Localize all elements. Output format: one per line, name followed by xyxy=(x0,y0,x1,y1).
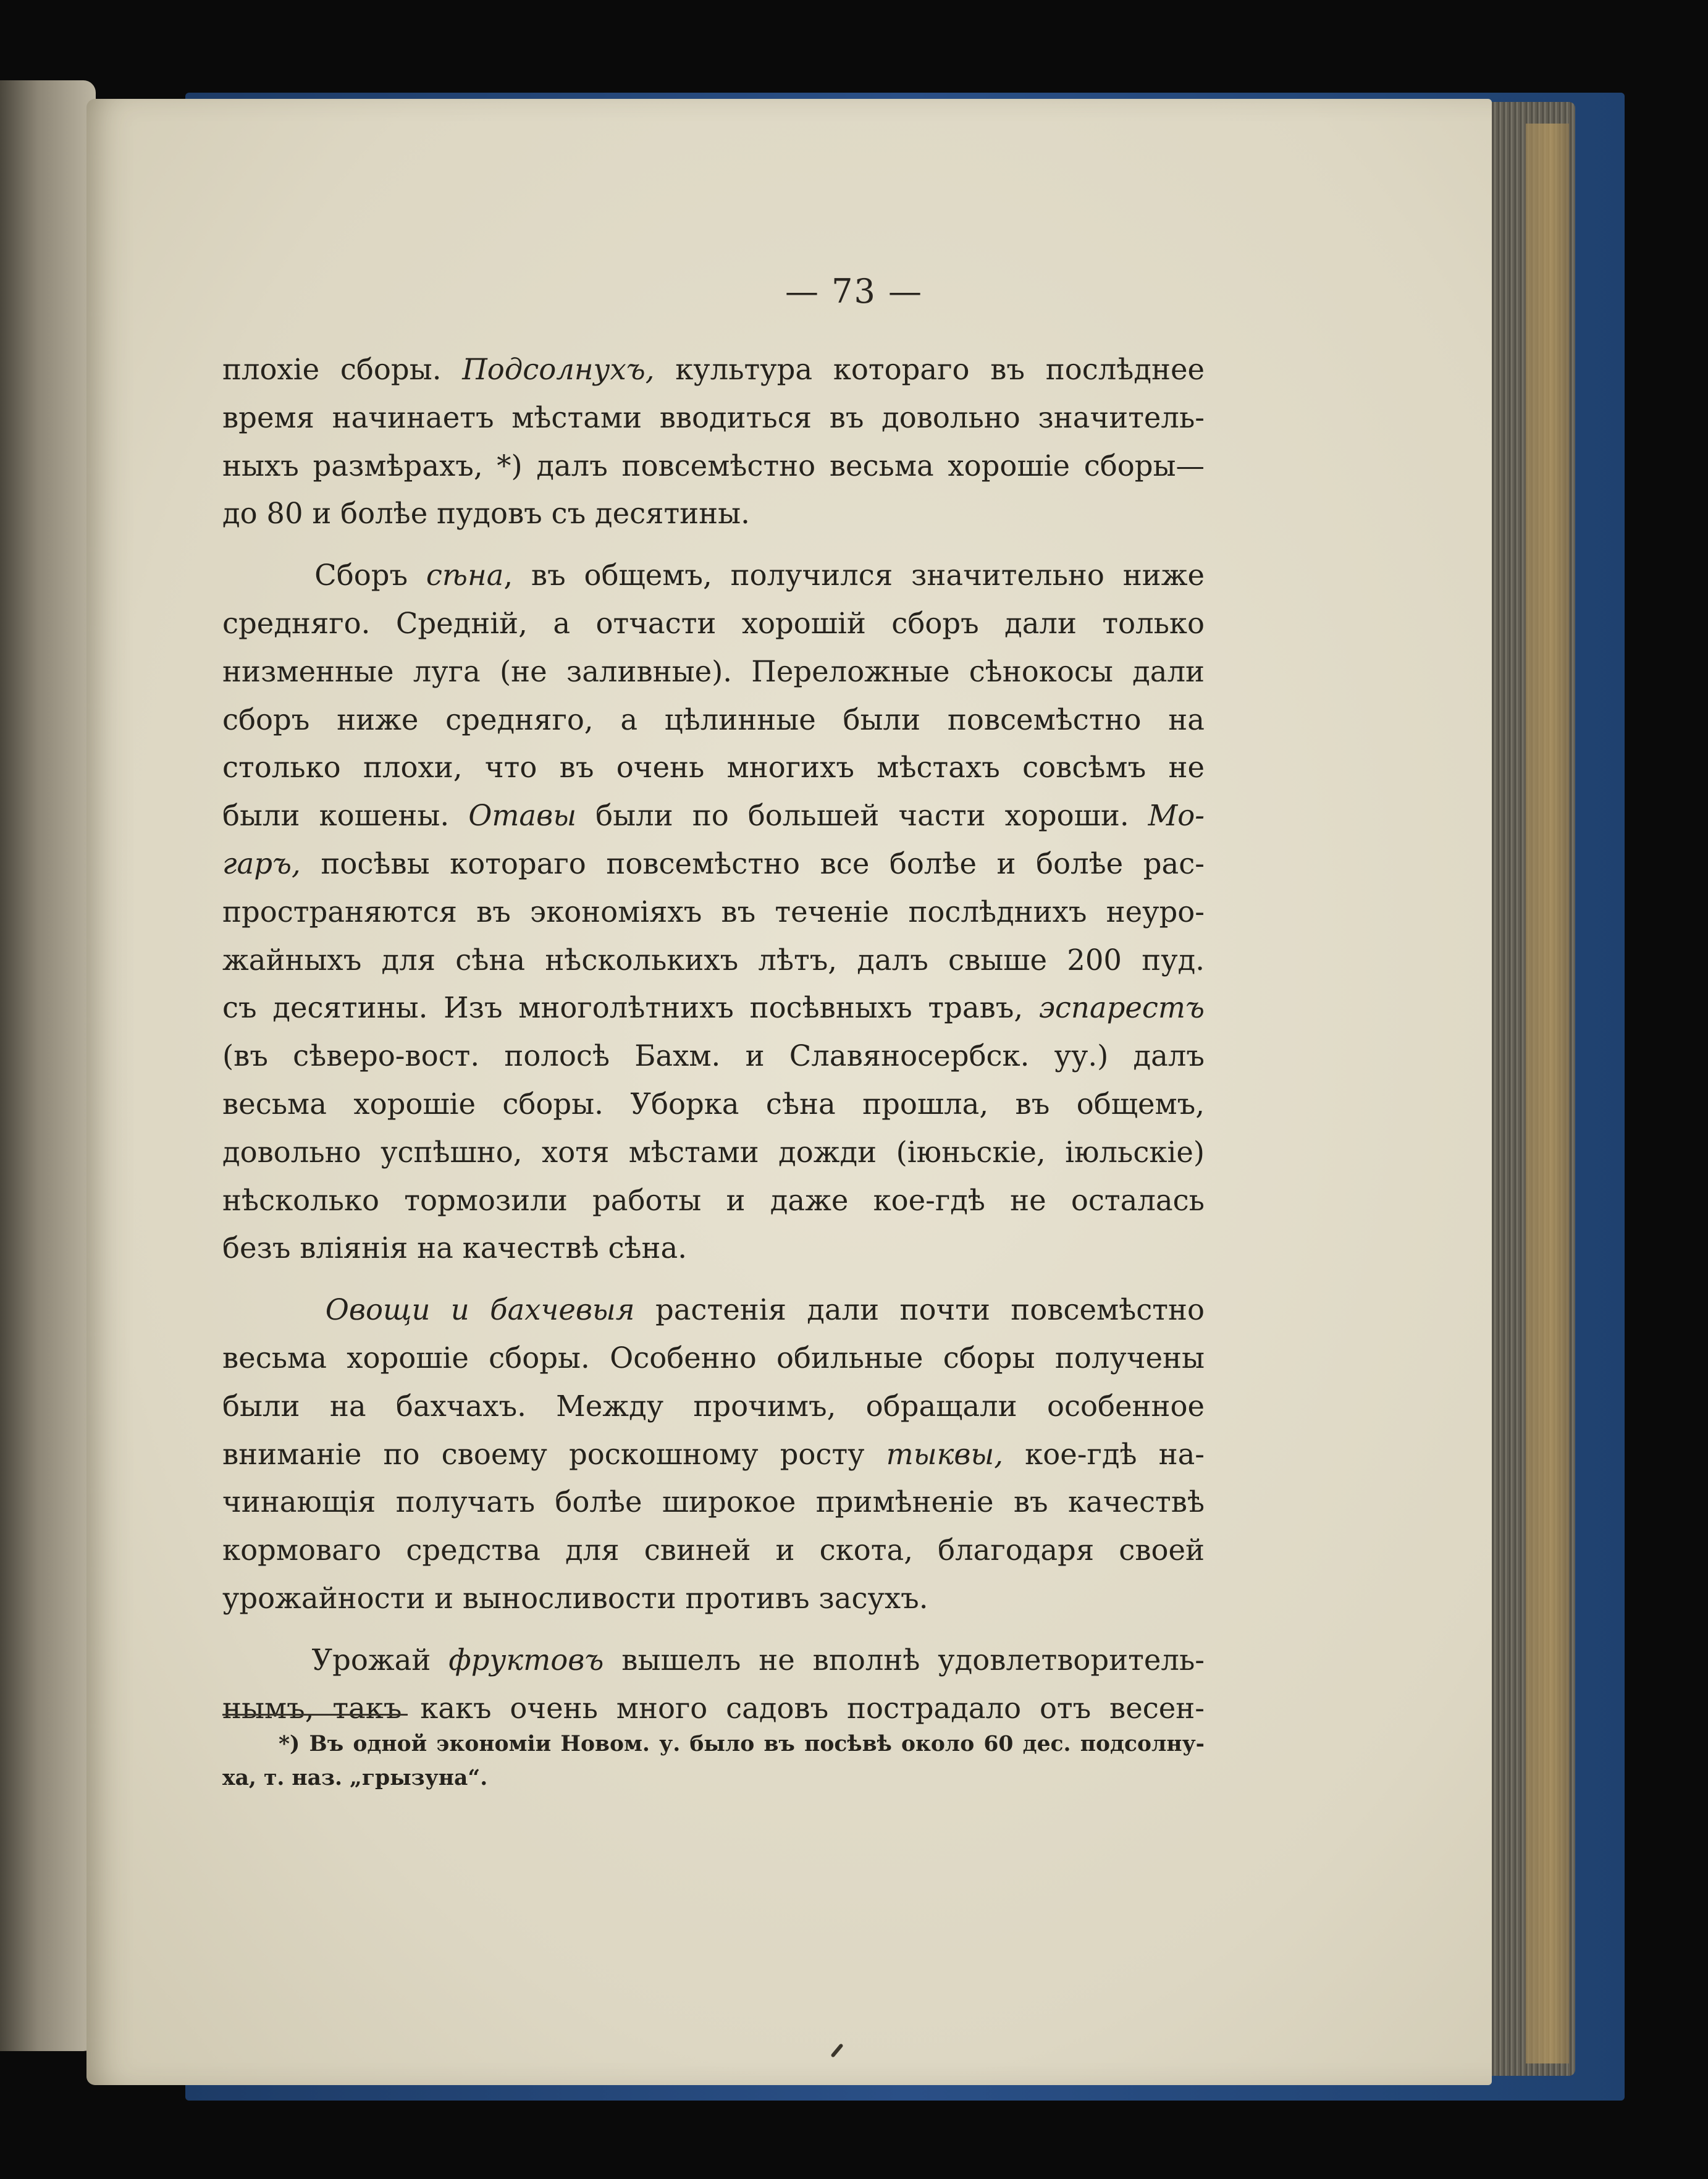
text-run: столько плохи, что въ очень многихъ мѣстахъ совсѣмъ не xyxy=(222,751,1205,785)
text-run: растенія дали почти повсемѣстно xyxy=(634,1293,1205,1327)
text-run: чинающія получать болѣе широкое примѣненіе въ качествѣ xyxy=(222,1485,1205,1519)
text-line xyxy=(222,442,1205,491)
italic-term: Отавы xyxy=(468,799,577,833)
footnote-line: *) Въ одной экономіи Новом. у. было въ посѣвѣ около 60 дес. подсолну- xyxy=(222,1732,1205,1756)
text-run: Сборъ xyxy=(222,558,426,592)
text-line xyxy=(222,1478,1205,1527)
text-run: нымъ, такъ какъ очень много садовъ пострадало отъ весен- xyxy=(222,1691,1205,1725)
text-run: довольно успѣшно, хотя мѣстами дожди (іюньскіе, іюльскіе) xyxy=(222,1135,1205,1169)
text-line xyxy=(222,1286,1205,1334)
footnote-separator xyxy=(222,1714,408,1716)
text-line xyxy=(222,1177,1205,1225)
text-line xyxy=(222,792,1205,840)
page-number: — 73 — xyxy=(785,272,923,311)
text-run: весьма хорошіе сборы. Особенно обильные сборы получены xyxy=(222,1341,1205,1375)
footnote-line: ха, т. наз. „грызуна“. xyxy=(222,1766,488,1790)
text-run: урожайности и выносливости противъ засухъ. xyxy=(222,1581,928,1615)
text-run: вниманіе по своему роскошному росту xyxy=(222,1437,886,1471)
italic-term: эспарестъ xyxy=(1038,991,1205,1025)
text-run xyxy=(222,1293,326,1326)
text-run: плохіе сборы. xyxy=(222,353,463,386)
text-line xyxy=(222,394,1205,442)
footnote xyxy=(222,1727,1205,1795)
italic-term: гаръ, xyxy=(222,846,301,880)
text-run: культура котораго въ послѣднее xyxy=(654,353,1205,386)
text-run: кое-гдѣ на- xyxy=(1003,1437,1205,1471)
page-body-text xyxy=(222,346,1205,1732)
text-line xyxy=(222,600,1205,648)
text-run: были на бахчахъ. Между прочимъ, обращали особенное xyxy=(222,1389,1205,1423)
text-line xyxy=(222,552,1205,600)
italic-term: Мо- xyxy=(1148,799,1205,833)
text-line xyxy=(222,346,1205,394)
text-line xyxy=(222,1081,1205,1129)
text-line xyxy=(222,744,1205,792)
text-line xyxy=(222,937,1205,985)
text-line xyxy=(222,1431,1205,1479)
text-line xyxy=(222,840,1205,888)
text-run: (въ сѣверо-вост. полосѣ Бахм. и Славяносербск. уу.) далъ xyxy=(222,1039,1205,1073)
text-run: нѣсколько тормозили работы и даже кое-гдѣ не осталась xyxy=(222,1183,1205,1217)
text-line xyxy=(222,1575,1205,1623)
italic-term: тыквы, xyxy=(886,1437,1004,1471)
text-run: были кошены. xyxy=(222,799,469,833)
text-run: ныхъ размѣрахъ, *) далъ повсемѣстно весьма хорошіе сборы— xyxy=(222,449,1205,483)
text-line xyxy=(222,490,1205,538)
text-run: вышелъ не вполнѣ удовлетворитель- xyxy=(604,1643,1205,1677)
text-line xyxy=(222,1129,1205,1177)
text-line xyxy=(222,1383,1205,1431)
text-line xyxy=(222,1334,1205,1383)
text-line xyxy=(222,648,1205,696)
text-line xyxy=(222,1685,1205,1733)
text-run: съ десятины. Изъ многолѣтнихъ посѣвныхъ травъ, xyxy=(222,991,1039,1025)
text-run: , въ общемъ, получился значительно ниже xyxy=(503,558,1205,592)
text-run: весьма хорошіе сборы. Уборка сѣна прошла, въ общемъ, xyxy=(222,1087,1205,1121)
text-run: пространяются въ экономіяхъ въ теченіе послѣднихъ неуро- xyxy=(222,895,1205,929)
text-line xyxy=(222,1637,1205,1685)
italic-term: фруктовъ xyxy=(448,1643,604,1677)
text-run: низменные луга (не заливные). Переложные сѣнокосы дали xyxy=(222,654,1205,688)
italic-term: Подсолнухъ, xyxy=(462,353,655,386)
text-run: жайныхъ для сѣна нѣсколькихъ лѣтъ, далъ свыше 200 пуд. xyxy=(222,943,1205,977)
text-run: кормоваго средства для свиней и скота, благодаря своей xyxy=(222,1533,1205,1567)
text-line xyxy=(222,1032,1205,1081)
text-line xyxy=(222,696,1205,744)
text-run: средняго. Средній, а отчасти хорошій сборъ дали только xyxy=(222,606,1205,640)
italic-term: сѣна xyxy=(426,558,504,592)
previous-page-edge xyxy=(0,80,96,2051)
text-run: время начинаетъ мѣстами вводиться въ довольно значитель- xyxy=(222,400,1205,434)
page-stack-tint xyxy=(1526,124,1569,2063)
text-line xyxy=(222,1224,1205,1273)
italic-term: Овощи и бахчевыя xyxy=(325,1293,635,1327)
text-line xyxy=(222,888,1205,937)
text-run: были по большей части хороши. xyxy=(576,799,1148,833)
text-line xyxy=(222,984,1205,1032)
text-run: до 80 и болѣе пудовъ съ десятины. xyxy=(222,497,750,531)
text-run: сборъ ниже средняго, а цѣлинные были повсемѣстно на xyxy=(222,702,1205,736)
text-line xyxy=(222,1527,1205,1575)
text-run: безъ вліянія на качествѣ сѣна. xyxy=(222,1231,688,1265)
text-run: посѣвы котораго повсемѣстно все болѣе и болѣе рас- xyxy=(300,846,1205,880)
text-run: Урожай xyxy=(222,1643,449,1677)
